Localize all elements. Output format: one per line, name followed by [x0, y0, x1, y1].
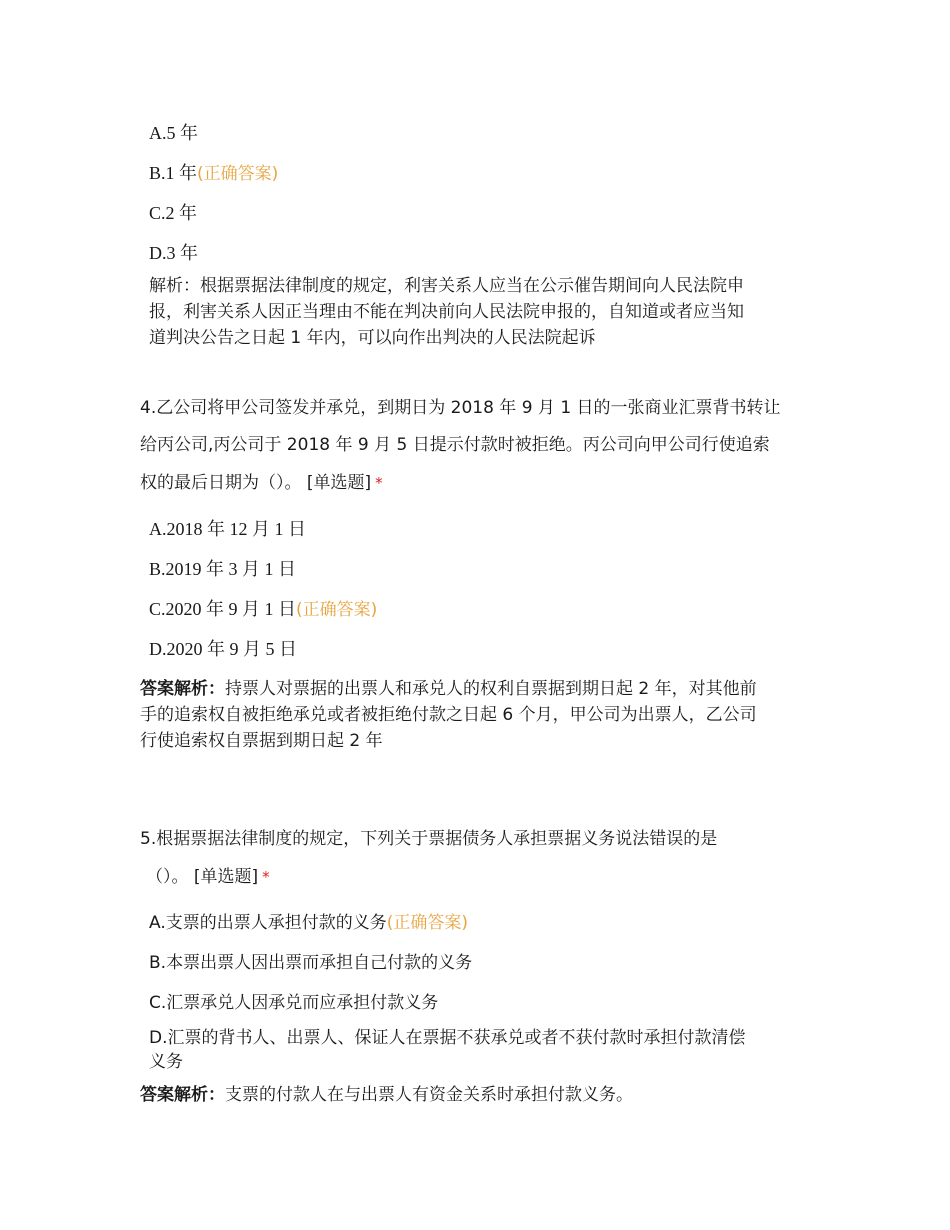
q4-analysis	[140, 676, 820, 754]
question-text: （）。 [单选题]	[146, 867, 259, 887]
question-line-last	[146, 865, 270, 889]
q3-option-d	[149, 242, 198, 264]
q5-option-d	[149, 1026, 746, 1074]
option-text: C.2 年	[149, 203, 198, 223]
analysis-text: 持票人对票据的出票人和承兑人的权利自票据到期日起 2 年，对其他前	[225, 679, 757, 699]
question-line: 4.乙公司将甲公司签发并承兑，到期日为 2018 年 9 月 1 日的一张商业汇票背书转让	[140, 398, 781, 418]
analysis-label: 答案解析：	[140, 1085, 225, 1105]
analysis-text: 支票的付款人在与出票人有资金关系时承担付款义务。	[225, 1085, 633, 1105]
q3-option-b	[149, 162, 278, 185]
q4-option-a	[149, 518, 306, 540]
correct-answer-badge: (正确答案)	[296, 600, 378, 620]
question-line: 给丙公司,丙公司于 2018 年 9 月 5 日提示付款时被拒绝。丙公司向甲公司行使追索	[140, 435, 770, 455]
q3-option-c	[149, 202, 197, 224]
question-line: 5.根据票据法律制度的规定，下列关于票据债务人承担票据义务说法错误的是	[140, 829, 718, 849]
option-text: C.汇票承兑人因承兑而应承担付款义务	[149, 993, 439, 1013]
correct-answer-badge: (正确答案)	[386, 913, 468, 933]
option-text: D.3 年	[149, 243, 198, 263]
option-text: B.2019 年 3 月 1 日	[149, 559, 297, 579]
required-asterisk: *	[375, 474, 383, 492]
analysis-line: 道判决公告之日起 1 年内，可以向作出判决的人民法院起诉	[149, 328, 596, 348]
analysis-label: 答案解析：	[140, 679, 225, 699]
option-text: B.1 年	[149, 163, 198, 183]
question-text: 权的最后日期为（）。 [单选题]	[140, 473, 372, 493]
analysis-line	[140, 1082, 820, 1108]
option-text: A.支票的出票人承担付款的义务	[149, 913, 387, 933]
correct-answer-badge: (正确答案)	[197, 164, 279, 184]
q4-option-b	[149, 558, 296, 580]
analysis-line: 报，利害关系人因正当理由不能在判决前向人民法院申报的，自知道或者应当知	[149, 302, 744, 322]
option-text: C.2020 年 9 月 1 日	[149, 599, 297, 619]
option-text: D.2020 年 9 月 5 日	[149, 639, 297, 659]
analysis-line: 解析：根据票据法律制度的规定，利害关系人应当在公示催告期间向人民法院申	[149, 276, 744, 296]
analysis-line: 手的追索权自被拒绝承兑或者被拒绝付款之日起 6 个月，甲公司为出票人，乙公司	[140, 705, 757, 725]
question-line-last	[140, 471, 383, 495]
q3-analysis	[149, 273, 819, 351]
q3-option-a	[149, 122, 198, 144]
q5-option-b	[149, 952, 472, 974]
q4-option-c	[149, 598, 377, 621]
option-text-continuation: 义务	[149, 1052, 183, 1072]
option-text: A.2018 年 12 月 1 日	[149, 519, 306, 539]
option-text: A.5 年	[149, 123, 198, 143]
option-text: B.本票出票人因出票而承担自己付款的义务	[149, 953, 473, 973]
q4-option-d	[149, 638, 297, 660]
analysis-line	[140, 676, 820, 702]
q5-option-c	[149, 992, 438, 1014]
q5-analysis	[140, 1082, 820, 1108]
q5-option-a	[149, 912, 468, 934]
required-asterisk: *	[262, 868, 270, 886]
analysis-line: 行使追索权自票据到期日起 2 年	[140, 731, 383, 751]
option-text: D.汇票的背书人、出票人、保证人在票据不获承兑或者不获付款时承担付款清偿	[149, 1028, 746, 1048]
